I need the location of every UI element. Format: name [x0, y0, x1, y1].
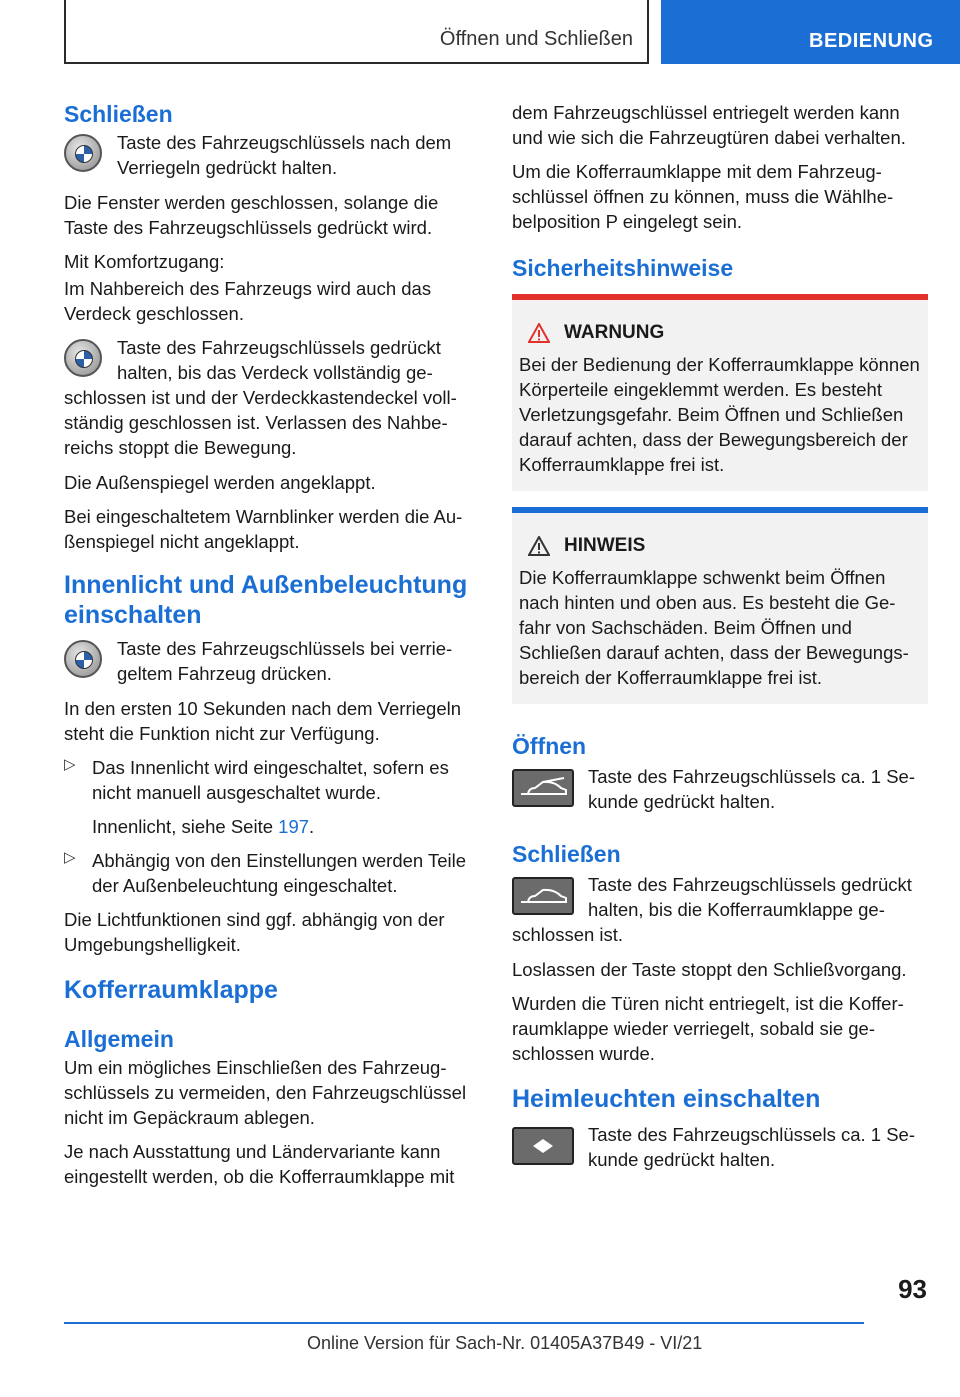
warning-box [512, 294, 928, 491]
footer-divider [64, 1322, 864, 1324]
heading-sicherheitshinweise: Sicherheitshinweise [512, 255, 734, 281]
paragraph: Die Außenspiegel werden angeklappt. [64, 472, 376, 493]
trunk-close-button-icon [512, 877, 574, 915]
icon-instruction [512, 872, 928, 947]
icon-instruction [64, 636, 480, 686]
header-chapter-box [64, 0, 649, 64]
section-title: BEDIENUNG [809, 30, 934, 52]
heading-heimleuchten: Heimleuchten einschalten [512, 1085, 821, 1113]
page-link[interactable]: 197 [278, 816, 310, 837]
note-box [512, 507, 928, 704]
icon-instruction [512, 1122, 928, 1172]
instruction-text: Taste des Fahrzeugschlüssels ca. 1 Sekunde gedrückt halten. [588, 1124, 916, 1170]
note-header [519, 533, 920, 559]
reference-text: Innenlicht, siehe Seite [92, 816, 274, 837]
heading-schliessen: Schließen [64, 101, 173, 127]
paragraph: Die Fenster werden geschlossen, solange die Taste des Fahrzeugschlüssels gedrückt wird. [64, 192, 439, 238]
list-item [64, 848, 480, 898]
instruction-text: Taste des Fahrzeugschlüssels gedrückt halten, bis die Kofferraumklappe geschlossen ist. [512, 874, 912, 945]
heading-innenlicht: Innenlicht und Außenbeleuchtung einschalten [64, 571, 468, 629]
paragraph: Um ein mögliches Einschließen des Fahrzeugschlüssels zu vermeiden, den Fahrzeugschlüssel nicht im Gepäckraum ablegen. [64, 1057, 467, 1128]
left-column [64, 100, 480, 1198]
heading-schliessen-klappe: Schließen [512, 841, 621, 867]
icon-instruction [64, 130, 480, 180]
paragraph: Je nach Ausstattung und Ländervariante kann eingestellt werden, ob die Kofferraumklappe mit [64, 1141, 455, 1187]
icon-instruction [64, 335, 480, 460]
footer-version: Online Version für Sach-Nr. 01405A37B49 - VI/21 [307, 1333, 703, 1353]
instruction-text: Taste des Fahrzeugschlüssels gedrückt halten, bis das Verdeck vollständig geschlossen ist und der Verdeckkastendeckel vollständig geschlossen ist. Verlassen des Nahbereichs stoppt die Bewegung. [64, 337, 457, 458]
right-column [512, 100, 928, 1172]
cross-reference: Innenlicht, siehe Seite 197. [92, 816, 315, 837]
bullet-text: ▷ Abhängig von den Einstellungen werden Teile der Außenbeleuchtung eingeschaltet. [92, 850, 467, 896]
paragraph: Wurden die Türen nicht entriegelt, ist die Kofferraumklappe wieder verriegelt, sobald sie geschlossen wurde. [512, 993, 904, 1064]
paragraph: Im Nahbereich des Fahrzeugs wird auch das Verdeck geschlossen. [64, 278, 432, 324]
warning-title: WARNUNG [564, 322, 665, 343]
warning-triangle-icon [528, 323, 550, 343]
heading-allgemein: Allgemein [64, 1026, 174, 1052]
paragraph: Die Lichtfunktionen sind ggf. abhängig von der Umgebungshelligkeit. [64, 909, 445, 955]
key-button-icon [64, 640, 102, 678]
warning-text: Bei der Bedienung der Kofferraumklappe können Körperteile eingeklemmt werden. Es besteht Verletzungsgefahr. Beim Öffnen und Schließen darauf achten, dass der Bewegungsbereich der Kofferraumklappe frei ist. [519, 354, 920, 475]
instruction-text: Taste des Fahrzeugschlüssels nach dem Verriegeln gedrückt halten. [117, 132, 452, 178]
trunk-open-button-icon [512, 769, 574, 807]
chapter-title: Öffnen und Schließen [439, 28, 633, 50]
icon-instruction [512, 764, 928, 814]
heading-kofferraumklappe: Kofferraumklappe [64, 976, 278, 1004]
heading-oeffnen: Öffnen [512, 733, 587, 759]
key-button-icon [64, 339, 102, 377]
paragraph: In den ersten 10 Sekunden nach dem Verriegeln steht die Funktion nicht zur Verfügung. [64, 698, 462, 744]
paragraph: Um die Kofferraumklappe mit dem Fahrzeugschlüssel öffnen zu können, muss die Wählhebelposition P eingelegt sein. [512, 161, 894, 232]
paragraph: Mit Komfortzugang: [64, 251, 225, 272]
caution-triangle-icon [528, 536, 550, 556]
warning-header [519, 320, 920, 346]
list-item [64, 755, 480, 839]
note-text: Die Kofferraumklappe schwenkt beim Öffnen nach hinten und oben aus. Es besteht die Gefahr von Sachschäden. Beim Öffnen und Schließen darauf achten, dass der Bewegungsbereich der Kofferraumklappe frei ist. [519, 567, 909, 688]
key-button-icon [64, 134, 102, 172]
headlight-button-icon [512, 1127, 574, 1165]
note-title: HINWEIS [564, 535, 646, 556]
paragraph: Bei eingeschaltetem Warnblinker werden die Außenspiegel nicht angeklappt. [64, 506, 463, 552]
instruction-text: Taste des Fahrzeugschlüssels bei verriegeltem Fahrzeug drücken. [117, 638, 453, 684]
paragraph: dem Fahrzeugschlüssel entriegelt werden kann und wie sich die Fahrzeugtüren dabei verhalten. [512, 102, 906, 148]
bullet-text: ▷ Das Innenlicht wird eingeschaltet, sofern es nicht manuell ausgeschaltet wurde. [92, 757, 449, 803]
paragraph: Loslassen der Taste stoppt den Schließvorgang. [512, 959, 907, 980]
instruction-text: Taste des Fahrzeugschlüssels ca. 1 Sekunde gedrückt halten. [588, 766, 916, 812]
page-number: 93 [898, 1274, 927, 1304]
header-section-tab [661, 0, 960, 64]
